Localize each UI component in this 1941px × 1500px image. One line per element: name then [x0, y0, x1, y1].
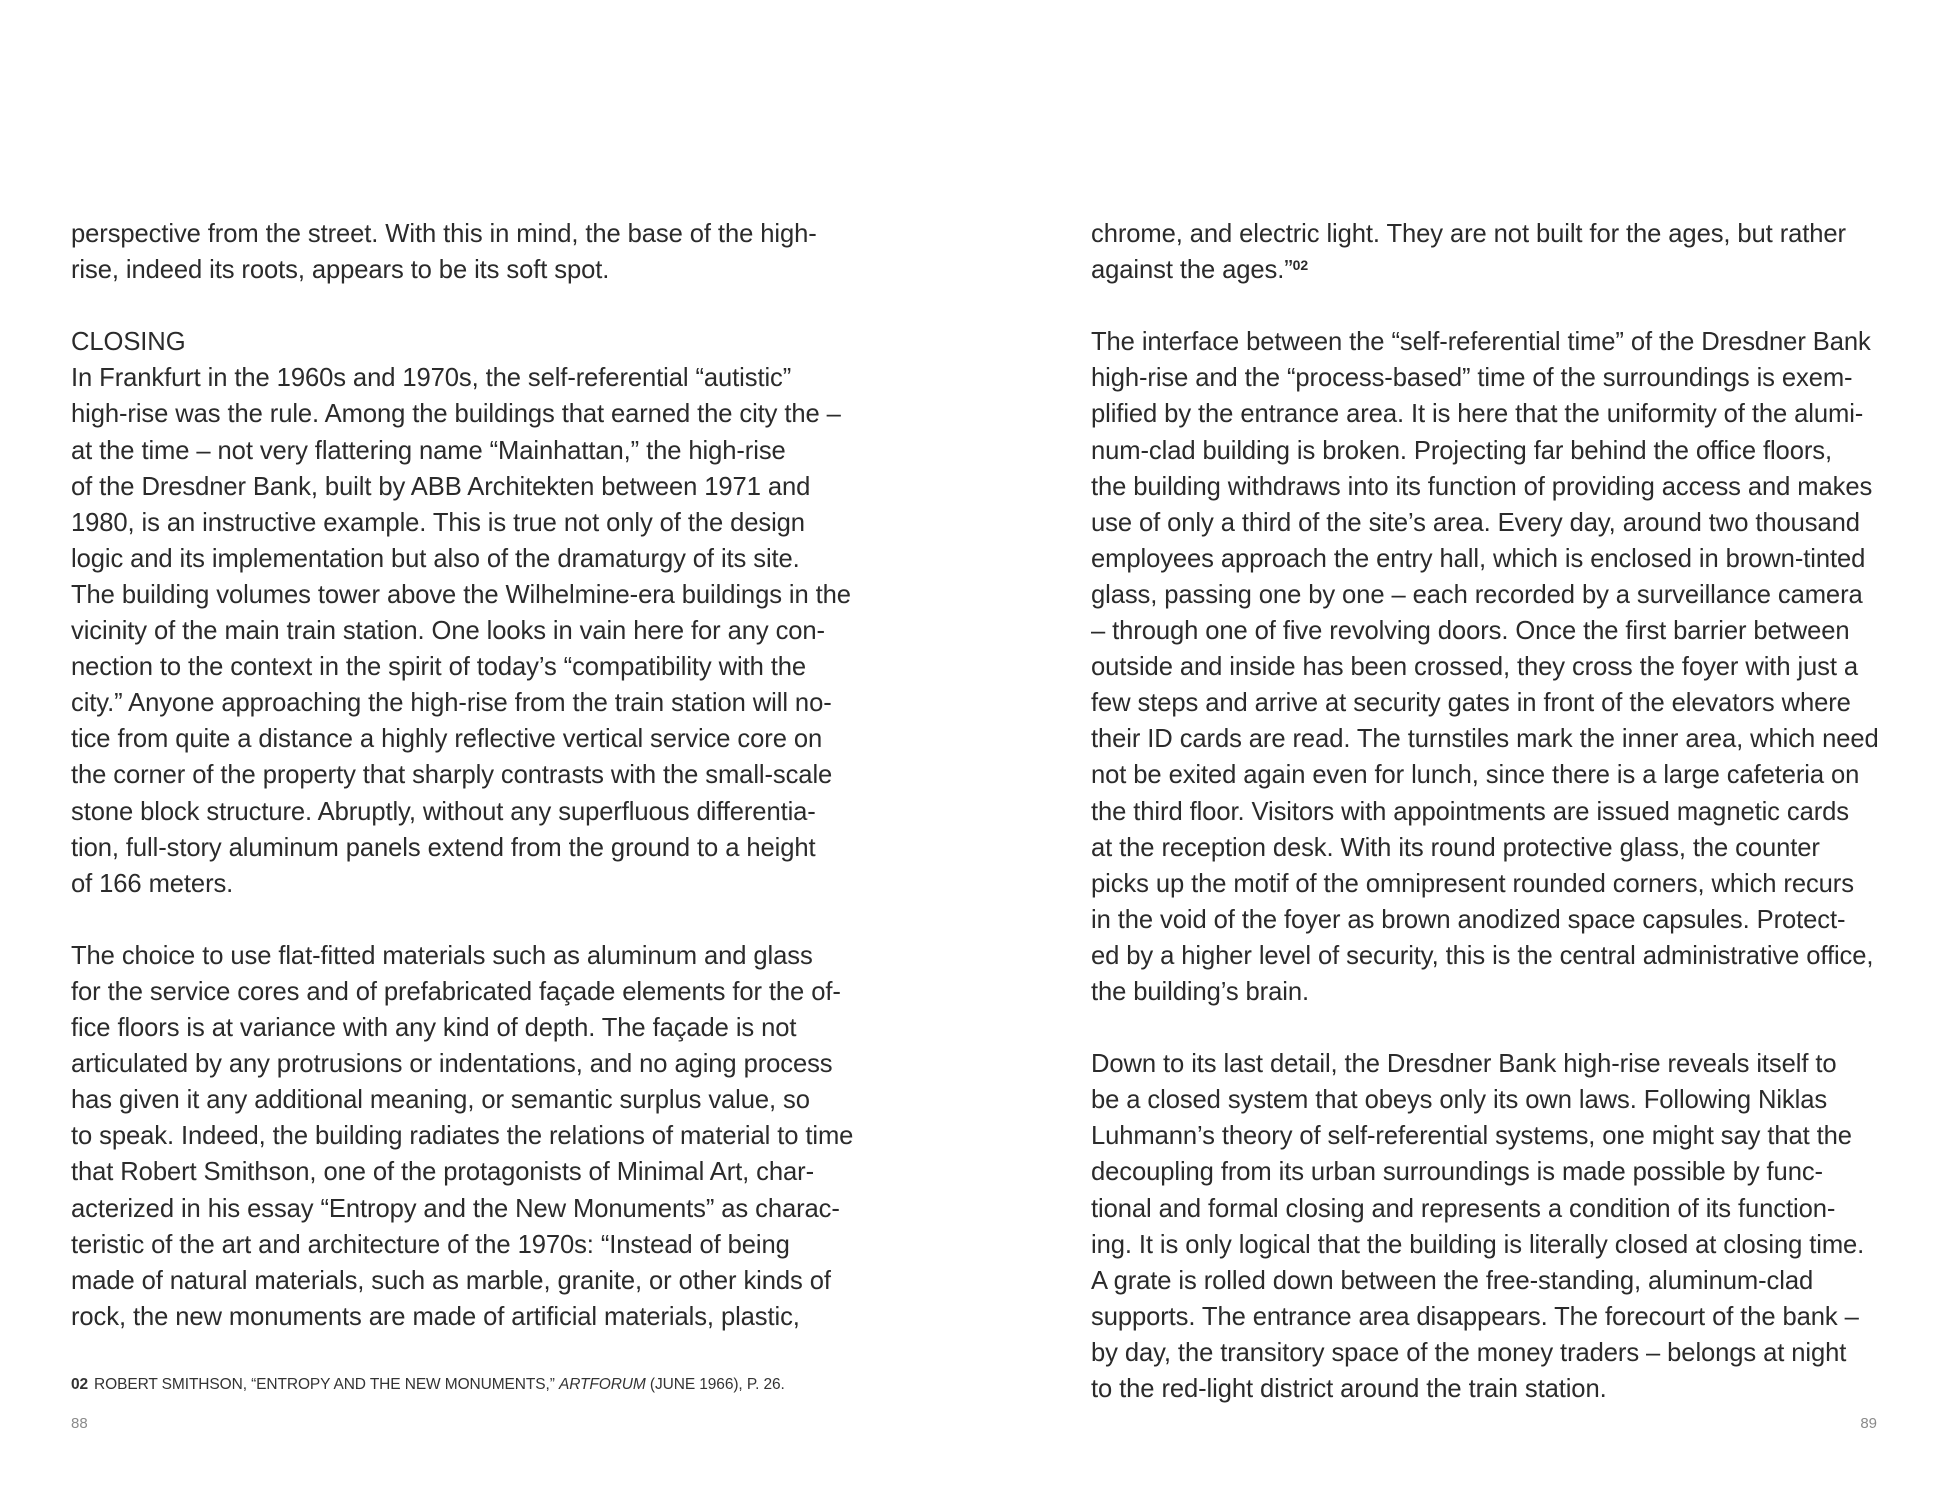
body-line: ed by a higher level of security, this is the central administrative office,	[1091, 941, 1874, 970]
body-line: In Frankfurt in the 1960s and 1970s, the self-referential “autistic”	[71, 364, 792, 393]
body-line: – through one of five revolving doors. Once the first barrier between	[1091, 617, 1850, 646]
body-line: employees approach the entry hall, which is enclosed in brown-tinted	[1091, 544, 1866, 573]
body-line: be a closed system that obeys only its own laws. Following Niklas	[1091, 1086, 1828, 1115]
body-line: by day, the transitory space of the money traders – belongs at night	[1091, 1338, 1847, 1367]
body-line: rise, indeed its roots, appears to be its soft spot.	[71, 256, 610, 285]
body-line: city.” Anyone approaching the high-rise from the train station will no-	[71, 689, 832, 718]
body-line: rock, the new monuments are made of artificial materials, plastic,	[71, 1302, 800, 1331]
body-line: to speak. Indeed, the building radiates the relations of material to time	[71, 1122, 854, 1151]
footnote-text-end: (JUNE 1966), P. 26.	[645, 1376, 785, 1393]
body-line: ing. It is only logical that the building is literally closed at closing time.	[1091, 1230, 1865, 1259]
body-line: use of only a third of the site’s area. Every day, around two thousand	[1091, 508, 1860, 537]
body-line: Luhmann’s theory of self-referential systems, one might say that the	[1091, 1122, 1852, 1151]
body-line: high-rise was the rule. Among the buildings that earned the city the –	[71, 400, 841, 429]
body-line: the third floor. Visitors with appointments are issued magnetic cards	[1091, 797, 1849, 826]
body-line: num-clad building is broken. Projecting far behind the office floors,	[1091, 436, 1832, 465]
body-line: of the Dresdner Bank, built by ABB Architekten between 1971 and	[71, 472, 811, 501]
body-line: tional and formal closing and represents a condition of its function-	[1091, 1194, 1836, 1223]
footnote-number: 02	[71, 1376, 89, 1393]
body-line: plified by the entrance area. It is here that the uniformity of the alumi-	[1091, 400, 1864, 429]
body-line: of 166 meters.	[71, 869, 234, 898]
page-number: 89	[1860, 1415, 1877, 1432]
body-line: articulated by any protrusions or indentations, and no aging process	[71, 1050, 833, 1079]
page-number: 88	[71, 1415, 88, 1432]
body-line: glass, passing one by one – each recorded by a surveillance camera	[1091, 580, 1863, 609]
body-line: The choice to use flat-fitted materials such as aluminum and glass	[71, 941, 813, 970]
body-line: The interface between the “self-referential time” of the Dresdner Bank	[1091, 328, 1871, 357]
body-line: high-rise and the “process-based” time of the surroundings is exem-	[1091, 364, 1853, 393]
body-line: the building’s brain.	[1091, 977, 1309, 1006]
body-line: decoupling from its urban surroundings is made possible by func-	[1091, 1158, 1823, 1187]
body-line: outside and inside has been crossed, they cross the foyer with just a	[1091, 653, 1859, 682]
body-line: 1980, is an instructive example. This is true not only of the design	[71, 508, 805, 537]
body-line: not be exited again even for lunch, since there is a large cafeteria on	[1091, 761, 1860, 790]
paragraph	[1091, 1046, 1891, 1407]
footnote-reference: 02	[1292, 257, 1309, 274]
body-line: has given it any additional meaning, or semantic surplus value, so	[71, 1086, 810, 1115]
footnote-journal: ARTFORUM	[558, 1376, 646, 1393]
body-line: teristic of the art and architecture of the 1970s: “Instead of being	[71, 1230, 790, 1259]
body-line: nection to the context in the spirit of today’s “compatibility with the	[71, 653, 807, 682]
body-line: The building volumes tower above the Wilhelmine-era buildings in the	[71, 580, 851, 609]
paragraph	[71, 938, 871, 1335]
body-line: at the reception desk. With its round protective glass, the counter	[1091, 833, 1820, 862]
body-line: few steps and arrive at security gates in front of the elevators where	[1091, 689, 1851, 718]
quote-end: against the ages.”	[1091, 256, 1293, 285]
body-line: fice floors is at variance with any kind of depth. The façade is not	[71, 1014, 797, 1043]
body-line: the building withdraws into its function of providing access and makes	[1091, 472, 1873, 501]
footnote	[71, 1376, 785, 1394]
right-text-column	[1091, 216, 1891, 1407]
body-line: the corner of the property that sharply contrasts with the small-scale	[71, 761, 833, 790]
left-text-column	[71, 216, 871, 1335]
body-line: supports. The entrance area disappears. The forecourt of the bank –	[1091, 1302, 1859, 1331]
body-line: chrome, and electric light. They are not built for the ages, but rather	[1091, 220, 1846, 248]
body-line	[1091, 252, 1891, 288]
body-line: logic and its implementation but also of the dramaturgy of its site.	[71, 544, 800, 573]
body-line: their ID cards are read. The turnstiles mark the inner area, which need	[1091, 725, 1879, 754]
body-line: picks up the motif of the omnipresent rounded corners, which recurs	[1091, 869, 1854, 898]
footnote-text: ROBERT SMITHSON, “ENTROPY AND THE NEW MONUMENTS,”	[94, 1376, 559, 1393]
body-line: made of natural materials, such as marble, granite, or other kinds of	[71, 1266, 831, 1295]
body-line: perspective from the street. With this in mind, the base of the high-	[71, 220, 817, 248]
left-page	[0, 0, 970, 1500]
body-line: for the service cores and of prefabricated façade elements for the of-	[71, 977, 841, 1006]
body-line: in the void of the foyer as brown anodized space capsules. Protect-	[1091, 905, 1846, 934]
body-line: tion, full-story aluminum panels extend from the ground to a height	[71, 833, 816, 862]
body-line: vicinity of the main train station. One looks in vain here for any con-	[71, 617, 825, 646]
body-line: tice from quite a distance a highly reflective vertical service core on	[71, 725, 823, 754]
body-line: that Robert Smithson, one of the protagonists of Minimal Art, char-	[71, 1158, 814, 1187]
section-heading: CLOSING	[71, 328, 186, 357]
paragraph	[1091, 324, 1891, 1010]
body-line: Down to its last detail, the Dresdner Bank high-rise reveals itself to	[1091, 1050, 1837, 1079]
body-line: at the time – not very flattering name “Mainhattan,” the high-rise	[71, 436, 786, 465]
body-line: to the red-light district around the train station.	[1091, 1375, 1607, 1403]
body-line: stone block structure. Abruptly, without any superfluous differentia-	[71, 797, 816, 826]
body-line: A grate is rolled down between the free-standing, aluminum-clad	[1091, 1266, 1814, 1295]
paragraph	[71, 360, 871, 901]
right-page	[970, 0, 1941, 1500]
body-line: acterized in his essay “Entropy and the New Monuments” as charac-	[71, 1194, 840, 1223]
